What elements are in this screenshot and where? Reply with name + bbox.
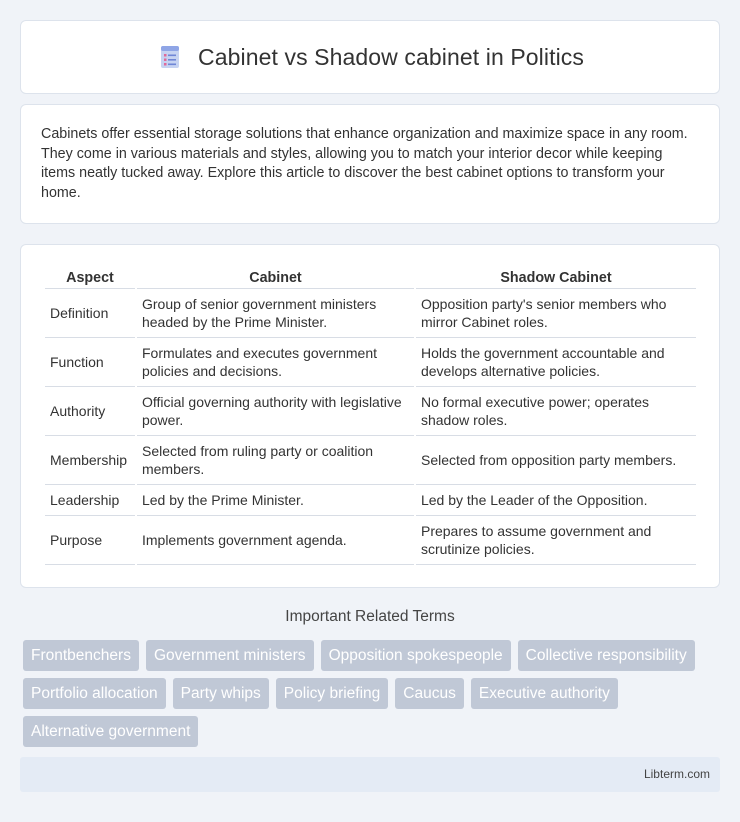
title-wrap — [156, 43, 584, 71]
aspect-cell: Leadership — [45, 485, 135, 516]
footer-site-link[interactable]: Libterm.com — [643, 767, 710, 781]
related-term-tag[interactable]: Government ministers — [146, 640, 314, 671]
aspect-cell: Purpose — [45, 516, 135, 565]
table-row — [45, 516, 696, 565]
comparison-table-card — [20, 244, 720, 588]
column-header-aspect: Aspect — [45, 265, 135, 289]
cabinet-cell: Group of senior government ministers headed by the Prime Minister. — [137, 289, 414, 338]
aspect-cell: Definition — [45, 289, 135, 338]
cabinet-cell: Formulates and executes government policies and decisions. — [137, 338, 414, 387]
related-terms-list — [23, 640, 723, 747]
aspect-cell: Function — [45, 338, 135, 387]
column-header-cabinet: Cabinet — [137, 265, 414, 289]
table-header-row — [45, 265, 696, 289]
intro-text: Cabinets offer essential storage solutions that enhance organization and maximize space in any room. They come in various materials and styles, allowing you to match your interior decor while keeping items neatly tucked away. Explore this article to discover the best cabinet options to transform your home. — [41, 126, 688, 201]
shadow-cabinet-cell: Selected from opposition party members. — [416, 436, 696, 485]
shadow-cabinet-cell: Prepares to assume government and scrutinize policies. — [416, 516, 696, 565]
comparison-table — [43, 265, 698, 565]
related-term-tag[interactable]: Portfolio allocation — [23, 678, 166, 709]
shadow-cabinet-cell: No formal executive power; operates shadow roles. — [416, 387, 696, 436]
table-row — [45, 387, 696, 436]
shadow-cabinet-cell: Holds the government accountable and develops alternative policies. — [416, 338, 696, 387]
related-term-tag[interactable]: Frontbenchers — [23, 640, 139, 671]
shadow-cabinet-cell: Opposition party's senior members who mirror Cabinet roles. — [416, 289, 696, 338]
footer — [20, 757, 720, 792]
table-row — [45, 289, 696, 338]
related-term-tag[interactable]: Policy briefing — [276, 678, 389, 709]
related-term-tag[interactable]: Executive authority — [471, 678, 618, 709]
cabinet-cell: Implements government agenda. — [137, 516, 414, 565]
related-terms-heading: Important Related Terms — [285, 608, 455, 625]
cabinet-cell: Official governing authority with legislative power. — [137, 387, 414, 436]
header-card — [20, 20, 720, 94]
document-icon — [156, 43, 184, 71]
cabinet-cell: Selected from ruling party or coalition members. — [137, 436, 414, 485]
related-term-tag[interactable]: Collective responsibility — [518, 640, 695, 671]
page-title: Cabinet vs Shadow cabinet in Politics — [198, 43, 584, 70]
aspect-cell: Membership — [45, 436, 135, 485]
related-term-tag[interactable]: Party whips — [173, 678, 269, 709]
related-term-tag[interactable]: Opposition spokespeople — [321, 640, 511, 671]
table-row — [45, 436, 696, 485]
cabinet-cell: Led by the Prime Minister. — [137, 485, 414, 516]
table-row — [45, 485, 696, 516]
related-term-tag[interactable]: Caucus — [395, 678, 464, 709]
column-header-shadow-cabinet: Shadow Cabinet — [416, 265, 696, 289]
aspect-cell: Authority — [45, 387, 135, 436]
table-row — [45, 338, 696, 387]
shadow-cabinet-cell: Led by the Leader of the Opposition. — [416, 485, 696, 516]
intro-card — [20, 104, 720, 224]
related-term-tag[interactable]: Alternative government — [23, 716, 198, 747]
